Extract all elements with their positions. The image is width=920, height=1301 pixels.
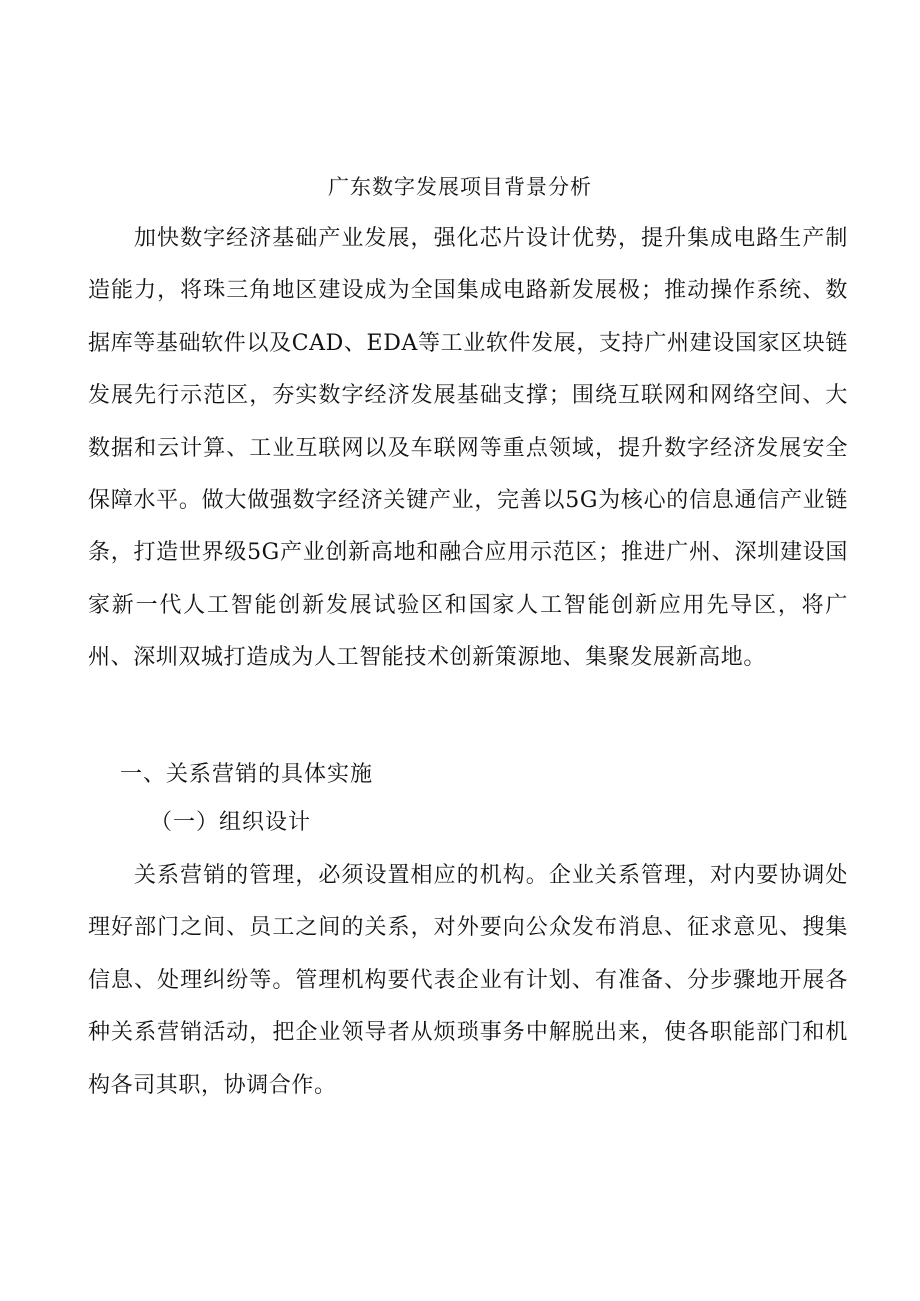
document-title: 广东数字发展项目背景分析 [328,175,592,199]
background-paragraph: 加快数字经济基础产业发展，强化芯片设计优势，提升集成电路生产制造能力，将珠三角地区建设成为全国集成电路新发展极；推动操作系统、数据库等基础软件以及CAD、EDA等工业软件发展，支持广州建设国家区块链发展先行示范区，夯实数字经济发展基础支撑；围绕互联网和网络空间、大数据和云计算、工业互联网以及车联网等重点领域，提升数字经济发展安全保障水平。做大做强数字经济关键产业，完善以5G为核心的信息通信产业链条，打造世界级5G产业创新高地和融合应用示范区；推进广州、深圳建设国家新一代人工智能创新发展试验区和国家人工智能创新应用先导区，将广州、深圳双城打造成为人工智能技术创新策源地、集聚发展新高地。 [88,226,848,671]
organization-design-paragraph: 关系营销的管理，必须设置相应的机构。企业关系管理，对内要协调处理好部门之间、员工之间的关系，对外要向公众发布消息、征求意见、搜集信息、处理纠纷等。管理机构要代表企业有计划、有准备、分步骤地开展各种关系营销活动，把企业领导者从烦琐事务中解脱出来，使各职能部门和机构各司其职，协调合作。 [88,863,848,1098]
section-heading: 一、关系营销的具体实施 [120,762,374,787]
subsection-heading: （一）组织设计 [150,810,312,835]
